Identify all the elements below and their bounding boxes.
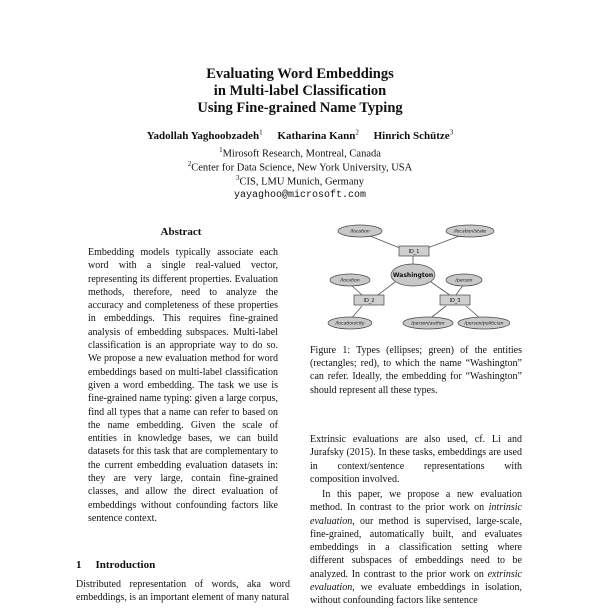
type-label: /person/author	[411, 321, 445, 327]
figure-caption: Figure 1: Types (ellipses; green) of the entities (rectangles; red), to which the name “Washington” can refer. Ideally, the embedding for “Washington” should represent all these types.	[310, 345, 522, 396]
type-label: /location	[350, 229, 370, 235]
author: Katharina Kann$^2$	[277, 128, 359, 142]
section-heading: 1 Introduction	[76, 559, 156, 571]
affiliation-1: $^1$Mirosoft Research, Montreal, Canada	[219, 146, 381, 160]
title-line-1: Evaluating Word Embeddings	[206, 66, 394, 82]
title-line-3: Using Fine-grained Name Typing	[197, 100, 403, 116]
type-label: /location/city	[335, 321, 365, 327]
type-label: /person	[455, 278, 473, 284]
title-line-2: in Multi-label Classification	[213, 83, 387, 99]
type-label: /person/politician	[464, 321, 504, 327]
author-email: yayaghoo@microsoft.com	[233, 190, 367, 201]
author-list	[0, 128, 600, 142]
type-label: /location	[340, 278, 360, 284]
entity-label: ID_1	[408, 249, 420, 255]
affiliation-2: $^2$Center for Data Science, New York University, USA	[187, 160, 413, 174]
author: Hinrich Schütze$^3$	[373, 128, 454, 142]
paragraph: In this paper, we propose a new evaluation method. In contrast to the prior work on intrinsic evaluation, our method is supervised, large-scale, fine-grained, automatically built, and evaluates embeddings in a classification setting where different subspaces of embeddings need to be analyzed. In contrast to the prior work on extrinsic evaluation, we evaluate embeddings in isolation, without confounding factors like sentence	[310, 489, 522, 607]
abstract-text: Embedding models typically associate each word with a single real-valued vector, representing its different properties. Evaluation methods, therefore, need to analyze the accuracy and completeness of these properties in embeddings. This requires fine-grained analysis of embedding subspaces. Multi-label classification is an appropriate way to do so. We propose a new evaluation method for word embeddings based on multi-label classification given a word embedding. The task we use is fine-grained name typing: given a large corpus, find all types that a name can refer to based on the name embedding. Given the scale of entities in knowledge bases, we can build datasets for this task that are complementary to the current embedding evaluation datasets in: they are very large, contain fine-grained classes, and allow the direct evaluation of embeddings without confounding factors like sentence context.	[88, 247, 278, 524]
entity-label: ID_2	[363, 298, 375, 304]
figure-diagram	[320, 220, 510, 340]
affiliation-3: $^3$CIS, LMU Munich, Germany	[235, 174, 365, 188]
intro-text: Distributed representation of words, aka word embeddings, is an important element of many natural	[76, 579, 290, 603]
center-label: Washington	[392, 272, 434, 279]
entity-label: ID_3	[449, 298, 461, 304]
type-label: /location/state	[453, 229, 487, 235]
abstract-heading: Abstract	[160, 226, 202, 238]
paper-title	[0, 66, 600, 117]
author: Yadollah Yaghoobzadeh$^1$	[146, 128, 263, 142]
paragraph: Extrinsic evaluations are also used, cf. Li and Jurafsky (2015). In these tasks, embeddings are used in context/sentence representations with composition involved.	[310, 434, 522, 485]
